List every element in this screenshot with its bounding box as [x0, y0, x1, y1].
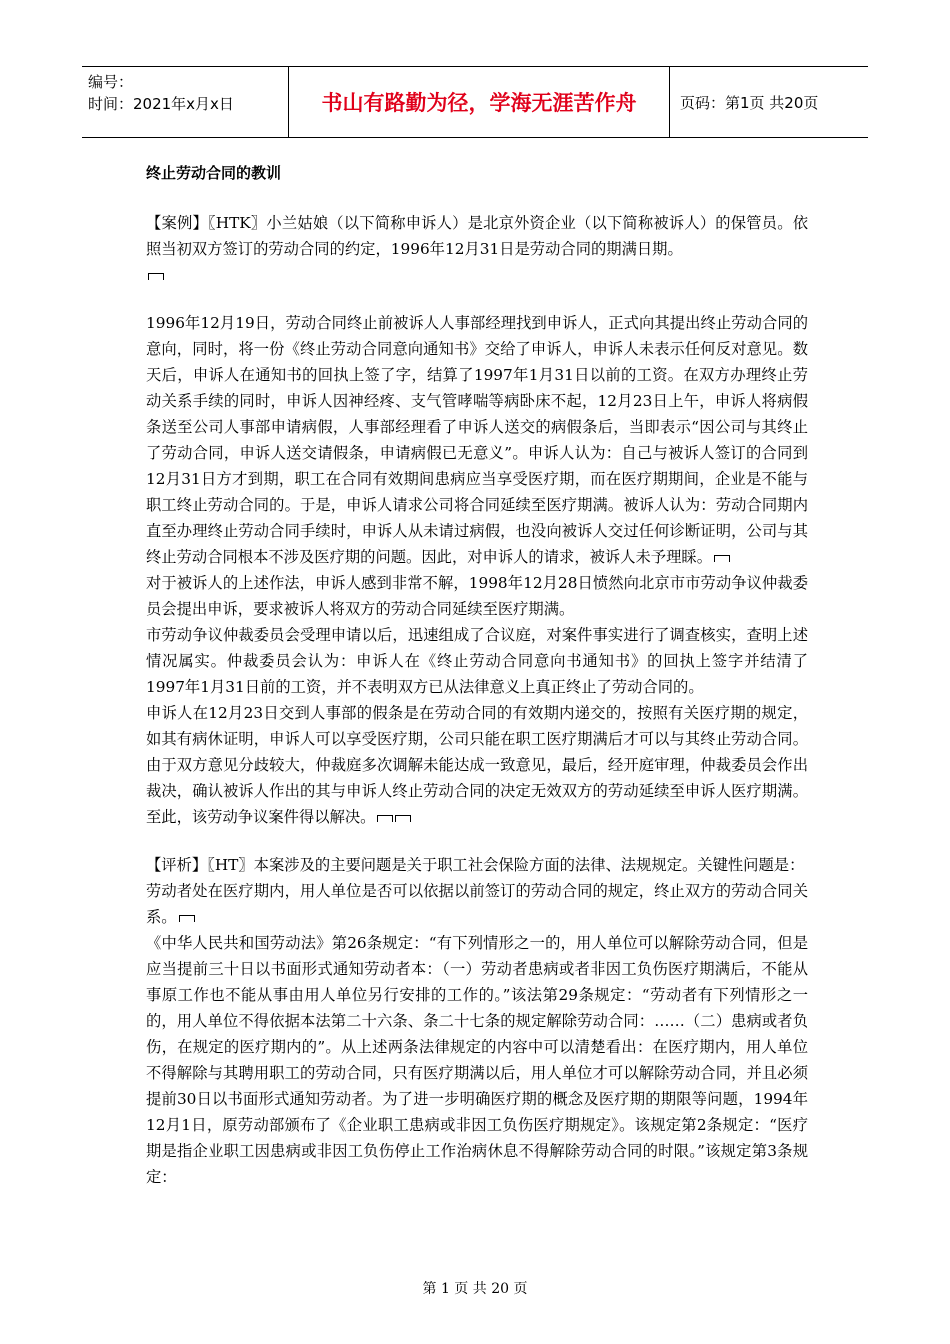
header-meta — [82, 67, 288, 137]
paragraph-case: 【案例】〖HTK〗小兰姑娘（以下简称申诉人）是北京外资企业（以下简称被诉人）的保管员。依照当初双方签订的劳动合同的约定，1996年12月31日是劳动合同的期满日期。 — [146, 214, 808, 258]
paragraph-mark — [146, 262, 808, 288]
document-number-label: 编号： — [88, 73, 134, 91]
paragraph-body: 对于被诉人的上述作法，申诉人感到非常不解，1998年12月28日愤然向北京市市劳动争议仲裁委员会提出申诉，要求被诉人将双方的劳动合同延续至医疗期满。 — [146, 574, 808, 618]
document-time-label: 时间：2021年x月x日 — [88, 95, 234, 113]
document-body — [146, 160, 808, 1190]
header-motto: 书山有路勤为径，学海无涯苦作舟 — [288, 67, 670, 137]
page-footer: 第 1 页 共 20 页 — [422, 1281, 528, 1297]
page-header — [82, 66, 868, 138]
header-page-info: 页码：第1页 共20页 — [680, 93, 819, 112]
break-mark-icon — [377, 815, 393, 822]
paragraph-body: 申诉人在12月23日交到人事部的假条是在劳动合同的有效期内递交的，按照有关医疗期的规定，如其有病休证明，申诉人可以享受医疗期，公司只能在职工医疗期满后才可以与其终止劳动合同。由于双方意见分歧较大，仲裁庭多次调解未能达成一致意见，最后，经开庭审理，仲裁委员会作出裁决，确认被诉人作出的其与申诉人终止劳动合同的决定无效双方的劳动延续至申诉人医疗期满。至此，该劳动争议案件得以解决。 — [146, 704, 808, 826]
break-mark-icon — [395, 815, 411, 822]
paragraph-analysis: 【评析】〖HT〗本案涉及的主要问题是关于职工社会保险方面的法律、法规规定。关键性问题是： — [146, 856, 805, 874]
break-mark-icon — [714, 555, 730, 562]
paragraph-body: 劳动者处在医疗期内，用人单位是否可以依据以前签订的劳动合同的规定，终止双方的劳动合同关系。 — [146, 882, 808, 926]
paragraph-body: 《中华人民共和国劳动法》第26条规定：“有下列情形之一的，用人单位可以解除劳动合同，但是应当提前三十日以书面形式通知劳动者本：（一）劳动者患病或者非因工负伤医疗期满后，不能从事原工作也不能从事由用人单位另行安排的工作的。”该法第29条规定：“劳动者有下列情形之一的，用人单位不得依据本法第二十六条、条二十七条的规定解除劳动合同：……（二）患病或者负伤，在规定的医疗期内的”。从上述两条法律规定的内容中可以清楚看出：在医疗期内，用人单位不得解除与其聘用职工的劳动合同，只有医疗期满以后，用人单位才可以解除劳动合同，并且必须提前30日以书面形式通知劳动者。为了进一步明确医疗期的概念及医疗期的期限等问题，1994年12月1日，原劳动部颁布了《企业职工患病或非因工负伤医疗期规定》。该规定第2条规定：“医疗期是指企业职工因患病或非因工负伤停止工作治病休息不得解除劳动合同的时限。”该规定第3条规定： — [146, 934, 808, 1186]
break-mark-icon — [148, 273, 164, 280]
paragraph-body: 市劳动争议仲裁委员会受理申请以后，迅速组成了合议庭，对案件事实进行了调查核实，查明上述情况属实。仲裁委员会认为：申诉人在《终止劳动合同意向书通知书》的回执上签字并结清了1997年1月31日前的工资，并不表明双方已从法律意义上真正终止了劳动合同的。 — [146, 626, 808, 696]
paragraph-body: 1996年12月19日，劳动合同终止前被诉人人事部经理找到申诉人，正式向其提出终止劳动合同的意向，同时，将一份《终止劳动合同意向通知书》交给了申诉人，申诉人未表示任何反对意见。数天后，申诉人在通知书的回执上签了字，结算了1997年1月31日以前的工资。在双方办理终止劳动关系手续的同时，申诉人因神经疼、支气管哮喘等病卧床不起，12月23日上午，申诉人将病假条送至公司人事部申请病假，人事部经理看了申诉人送交的病假条后，当即表示“因公司与其终止了劳动合同，申诉人送交请假条，申请病假已无意义”。申诉人认为：自己与被诉人签订的合同到12月31日方才到期，职工在合同有效期间患病应当享受医疗期，而在医疗期期间，企业是不能与职工终止劳动合同的。于是，申诉人请求公司将合同延续至医疗期满。被诉人认为：劳动合同期内直至办理终止劳动合同手续时，申诉人从未请过病假，也没向被诉人交过任何诊断证明，公司与其终止劳动合同根本不涉及医疗期的问题。因此，对申诉人的请求，被诉人未予理睬。 — [146, 314, 808, 566]
document-title: 终止劳动合同的教训 — [146, 164, 282, 182]
break-mark-icon — [179, 915, 195, 922]
